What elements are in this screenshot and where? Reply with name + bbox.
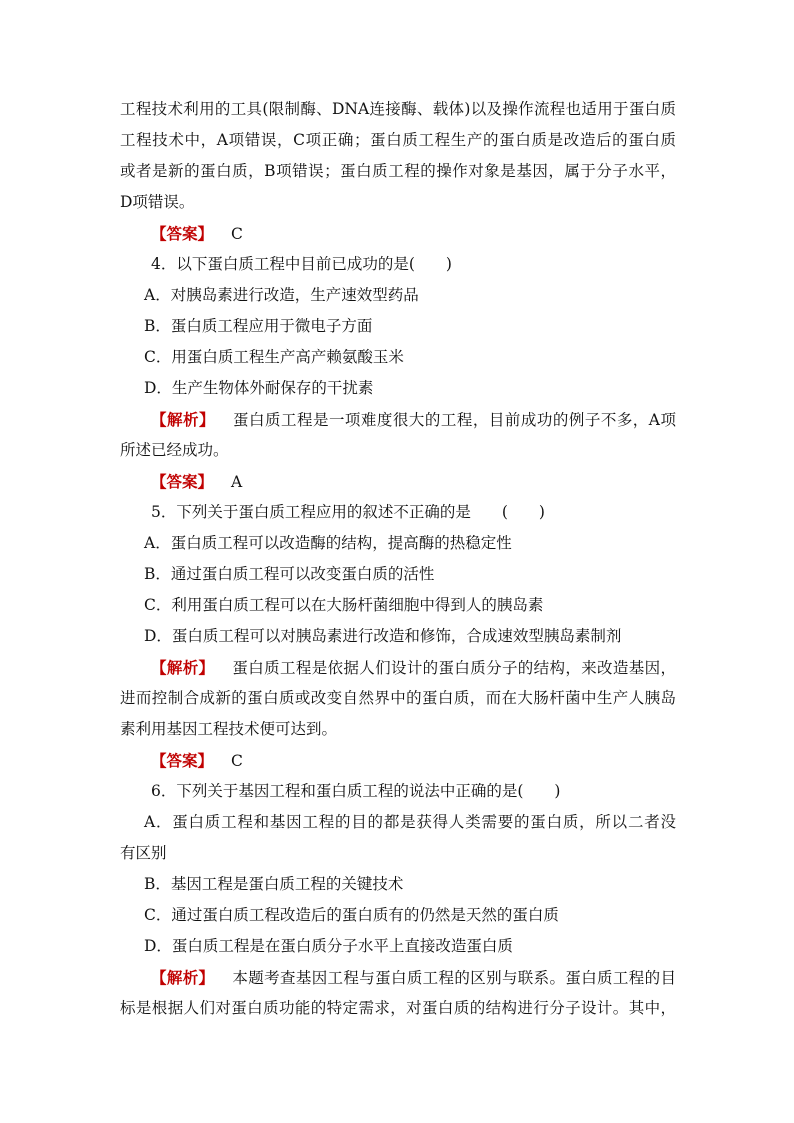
answer-tag: 【答案】 — [151, 224, 214, 243]
question-6-analysis-line-2: 标是根据人们对蛋白质功能的特定需求，对蛋白质的结构进行分子设计。其中， — [120, 999, 676, 1017]
answer-value: A — [231, 473, 243, 491]
question-5-option-d: D．蛋白质工程可以对胰岛素进行改造和修饰，合成速效型胰岛素制剂 — [144, 627, 622, 645]
question-6-option-d: D．蛋白质工程是在蛋白质分子水平上直接改造蛋白质 — [144, 937, 513, 955]
question-5-option-a: A．蛋白质工程可以改造酶的结构，提高酶的热稳定性 — [144, 534, 512, 552]
question-5-option-b: B．通过蛋白质工程可以改变蛋白质的活性 — [144, 565, 435, 583]
answer-tag: 【答案】 — [151, 751, 214, 770]
question-6-analysis-line-1 — [120, 962, 676, 993]
question-4-option-a: A．对胰岛素进行改造，生产速效型药品 — [144, 286, 419, 304]
question-4-option-c: C．用蛋白质工程生产高产赖氨酸玉米 — [144, 348, 404, 366]
question-6-option-b: B．基因工程是蛋白质工程的关键技术 — [144, 875, 404, 893]
question-6-option-c: C．通过蛋白质工程改造后的蛋白质有的仍然是天然的蛋白质 — [144, 906, 559, 924]
analysis-tag: 【解析】 — [151, 968, 215, 987]
question-5-stem: 5．下列关于蛋白质工程应用的叙述不正确的是 ( ) — [151, 503, 545, 521]
question-5-analysis-line-3: 素利用基因工程技术便可达到。 — [120, 720, 338, 738]
answer-row-3 — [120, 218, 676, 249]
question-6-option-a-line-1: A．蛋白质工程和基因工程的目的都是获得人类需要的蛋白质，所以二者没 — [144, 813, 676, 831]
question-5-option-c: C．利用蛋白质工程可以在大肠杆菌细胞中得到人的胰岛素 — [144, 596, 544, 614]
analysis-tag: 【解析】 — [151, 410, 215, 429]
question-4-analysis-line-2: 所述已经成功。 — [120, 441, 229, 459]
question-5-analysis-line-2: 进而控制合成新的蛋白质或改变自然界中的蛋白质，而在大肠杆菌中生产人胰岛 — [120, 689, 676, 707]
intro-line-3: 或者是新的蛋白质，B项错误；蛋白质工程的操作对象是基因，属于分子水平， — [120, 162, 676, 180]
question-4-option-d: D．生产生物体外耐保存的干扰素 — [144, 379, 374, 397]
answer-tag: 【答案】 — [151, 472, 214, 491]
answer-value: C — [231, 752, 243, 770]
answer-value: C — [231, 225, 243, 243]
question-5-analysis-line-1 — [120, 652, 676, 683]
question-5-answer-row — [120, 745, 676, 776]
intro-line-4: D项错误。 — [120, 193, 195, 211]
analysis-text: 本题考查基因工程与蛋白质工程的区别与联系。蛋白质工程的目 — [232, 969, 676, 987]
question-6-option-a-line-2: 有区别 — [120, 844, 167, 862]
analysis-text: 蛋白质工程是依据人们设计的蛋白质分子的结构，来改造基因， — [232, 659, 676, 677]
question-4-option-b: B．蛋白质工程应用于微电子方面 — [144, 317, 373, 335]
question-6-stem: 6．下列关于基因工程和蛋白质工程的说法中正确的是( ) — [151, 782, 561, 800]
intro-line-1: 工程技术利用的工具(限制酶、DNA连接酶、载体)以及操作流程也适用于蛋白质 — [120, 100, 676, 118]
question-4-stem: 4．以下蛋白质工程中目前已成功的是( ) — [151, 255, 452, 273]
intro-line-2: 工程技术中，A项错误，C项正确；蛋白质工程生产的蛋白质是改造后的蛋白质 — [120, 131, 676, 149]
analysis-text: 蛋白质工程是一项难度很大的工程，目前成功的例子不多，A项 — [232, 411, 676, 429]
question-4-analysis-line-1 — [120, 404, 676, 435]
question-4-answer-row — [120, 466, 676, 497]
document-page — [120, 94, 676, 1024]
analysis-tag: 【解析】 — [151, 658, 215, 677]
